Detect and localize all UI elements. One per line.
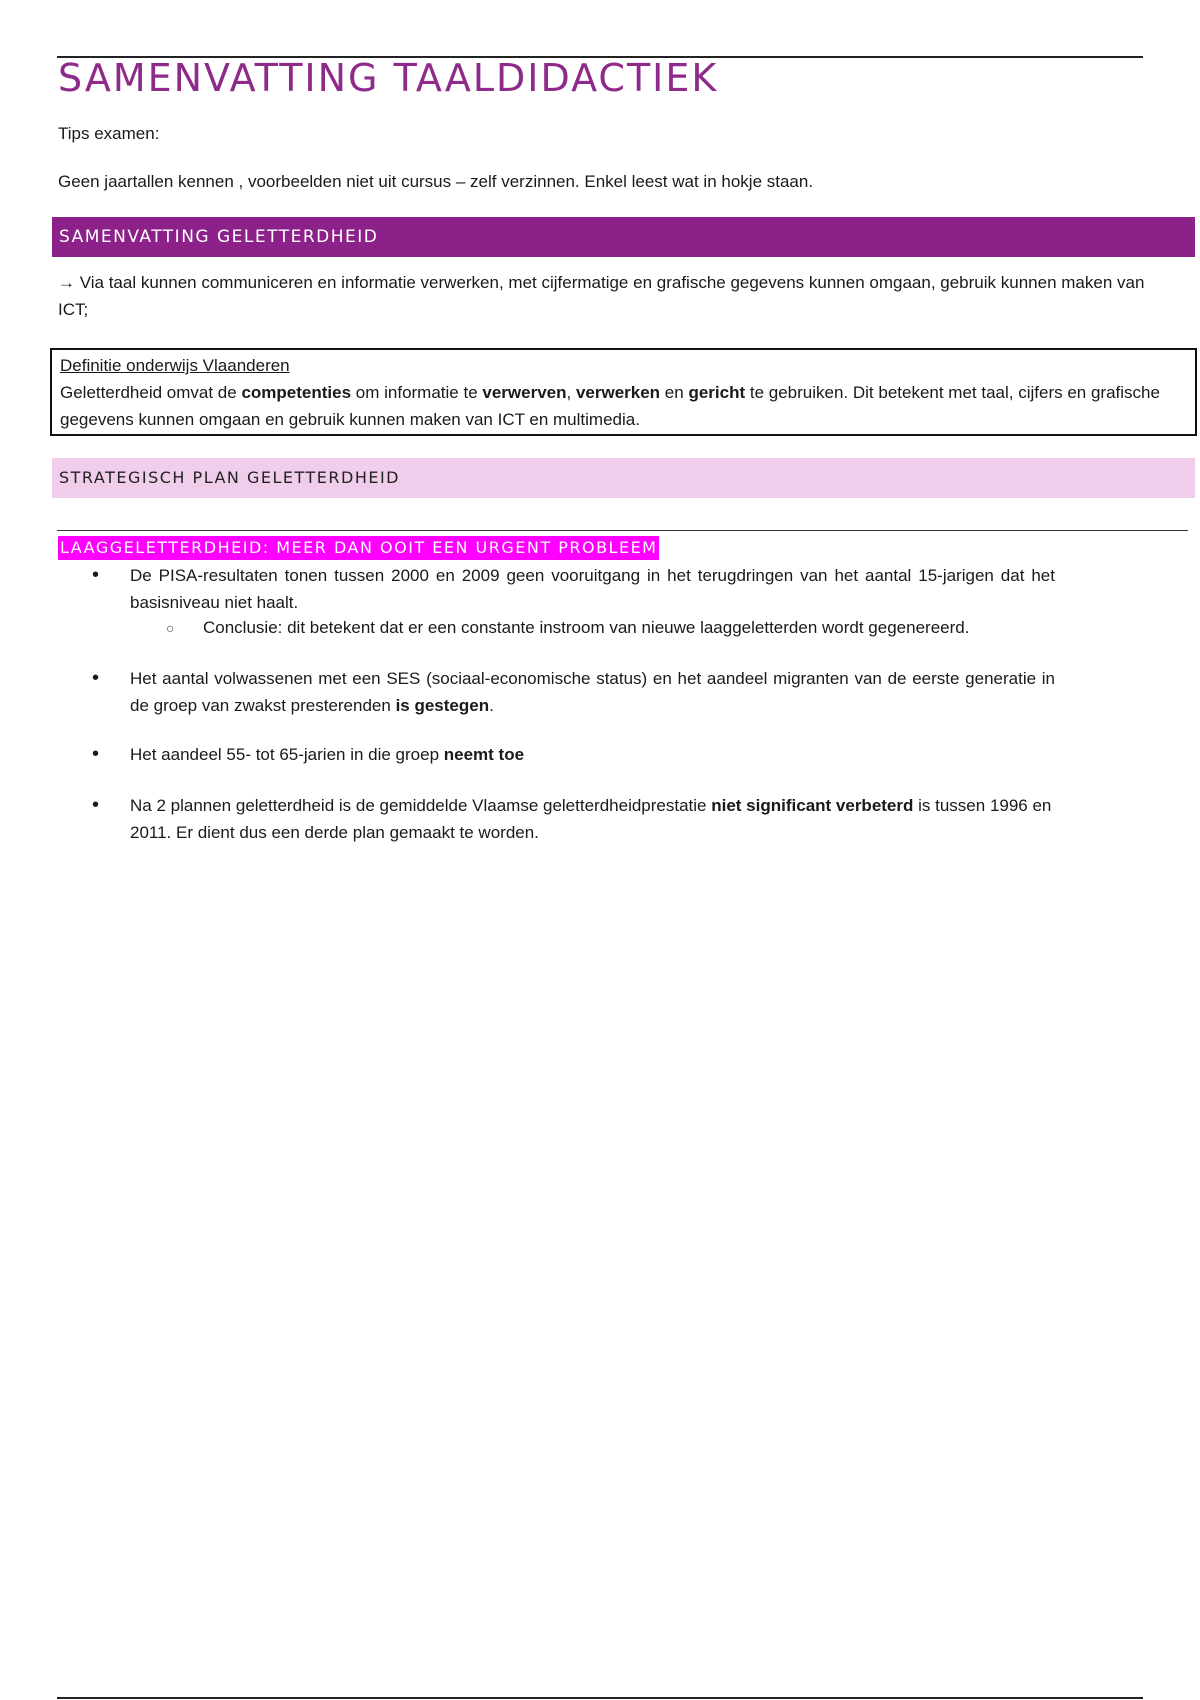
- list-item: Het aandeel 55- tot 65-jarien in die groep neemt toe: [130, 745, 525, 764]
- definition-title: Definitie onderwijs Vlaanderen: [60, 356, 290, 375]
- list-item: Het aantal volwassenen met een SES (sociaal-economische status) en het aandeel migranten van de eerste generatie in de groep van zwakst presterenden is gestegen.: [130, 669, 1055, 715]
- definition-text: Geletterdheid omvat de competenties om informatie te verwerven, verwerken en gericht te gebruiken. Dit betekent met taal, cijfers en grafische gegevens kunnen omgaan en gebruik kunnen maken van ICT en multimedia.: [60, 383, 1160, 429]
- bottom-border-line: [57, 1697, 1143, 1699]
- bullet-icon: •: [92, 564, 100, 586]
- geletterdheid-intro: → Via taal kunnen communiceren en informatie verwerken, met cijfermatige en grafische gegevens kunnen omgaan, gebruik kunnen maken van ICT;: [58, 273, 1145, 319]
- section-heading-laaggeletterdheid: LAAGGELETTERDHEID: MEER DAN OOIT EEN URGENT PROBLEEM: [58, 536, 659, 560]
- document-title: SAMENVATTING TAALDIDACTIEK: [58, 56, 719, 100]
- list-subitem: Conclusie: dit betekent dat er een constante instroom van nieuwe laaggeletterden wordt gegenereerd.: [203, 618, 970, 637]
- list-item: Na 2 plannen geletterdheid is de gemiddelde Vlaamse geletterdheidprestatie niet significant verbeterd is tussen 1996 en 2011. Er dient dus een derde plan gemaakt te worden.: [130, 796, 1052, 842]
- section-divider-line: [57, 530, 1188, 531]
- bullet-icon: •: [92, 794, 100, 816]
- bullet-icon: •: [92, 667, 100, 689]
- section-heading-geletterdheid: SAMENVATTING GELETTERDHEID: [52, 217, 1195, 257]
- tips-label: Tips examen:: [58, 124, 160, 143]
- hollow-bullet-icon: ○: [166, 620, 175, 636]
- tips-text: Geen jaartallen kennen , voorbeelden niet uit cursus – zelf verzinnen. Enkel leest wat in hokje staan.: [58, 172, 814, 191]
- bullet-icon: •: [92, 743, 100, 765]
- definition-box: [50, 348, 1197, 436]
- section-heading-strategisch-plan: STRATEGISCH PLAN GELETTERDHEID: [52, 458, 1195, 498]
- list-item: De PISA-resultaten tonen tussen 2000 en 2009 geen vooruitgang in het terugdringen van het aantal 15-jarigen dat het basisniveau niet haalt.: [130, 566, 1055, 612]
